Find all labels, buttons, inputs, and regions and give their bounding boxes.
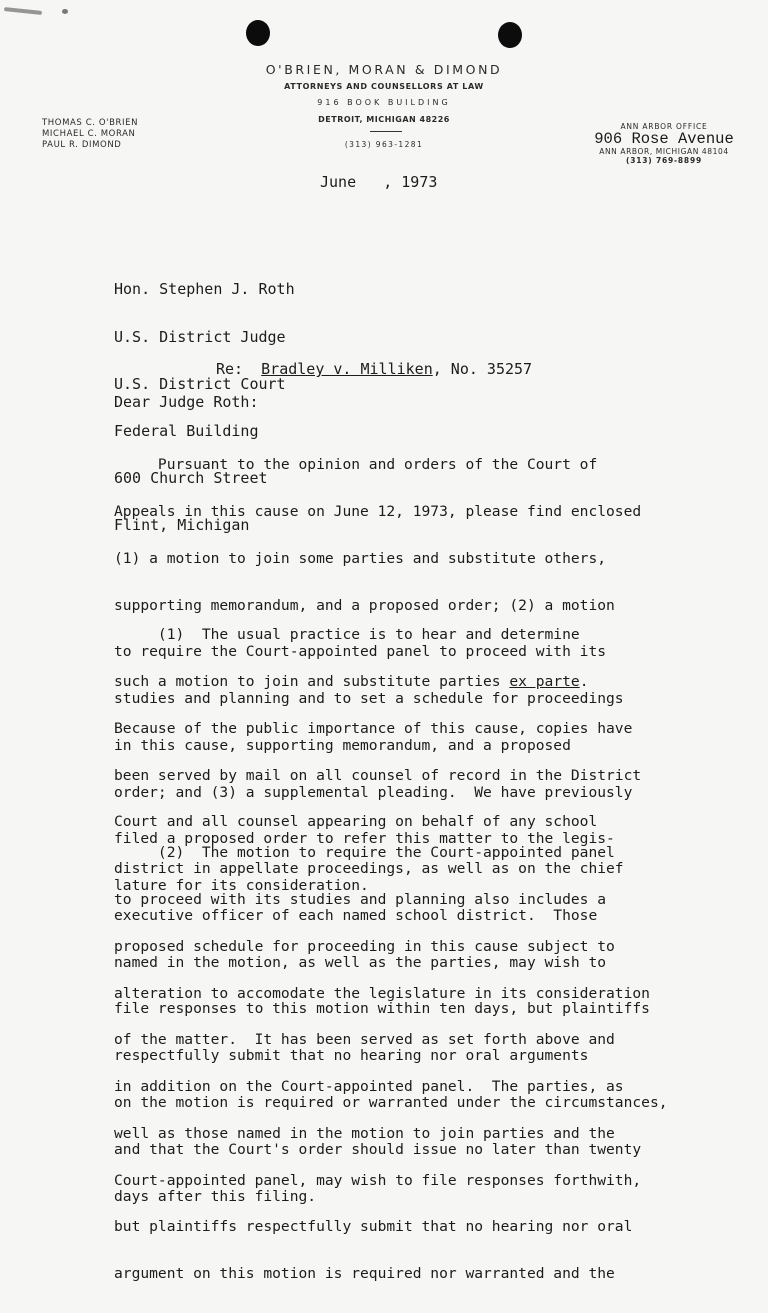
text-line: well as those named in the motion to join parties and the — [114, 1124, 615, 1142]
text-line: in this cause, supporting memorandum, and a proposed — [114, 736, 571, 754]
text-line: (2) The motion to require the Court-appointed panel — [114, 844, 615, 862]
address-line: 600 Church Street — [114, 468, 268, 487]
text-line: argument on this motion is required nor warranted and the — [114, 1265, 615, 1283]
text-line: to require the Court-appointed panel to proceed with its — [114, 643, 607, 661]
text-line: of the matter. It has been served as set forth above and — [114, 1031, 615, 1049]
text-span: such a motion to join and substitute parties — [114, 672, 510, 690]
ex-parte-term: ex parte — [509, 672, 580, 690]
text-line: executive officer of each named school district. Those — [114, 906, 598, 924]
case-name: Bradley v. Milliken — [261, 360, 433, 378]
letter-date: June , 1973 — [320, 173, 438, 191]
text-line: Appeals in this cause on June 12, 1973, please find enclosed — [114, 502, 642, 520]
address-line: Flint, Michigan — [114, 515, 250, 534]
paragraph-3 — [114, 814, 650, 1313]
firm-phone: (313) 963-1281 — [344, 140, 424, 149]
firm-name: O'BRIEN, MORAN & DIMOND — [265, 62, 503, 77]
partner-list — [42, 118, 138, 151]
text-line: (1) a motion to join some parties and substitute others, — [114, 549, 607, 567]
partner-name: MICHAEL C. MORAN — [42, 129, 136, 139]
text-line: but plaintiffs respectfully submit that no hearing nor oral — [114, 1218, 633, 1236]
text-line: and that the Court's order should issue no later than twenty — [114, 1140, 642, 1158]
re-line — [216, 362, 532, 378]
text-line: filed a proposed order to refer this matter to the legis- — [114, 830, 615, 848]
text-line: to proceed with its studies and planning also includes a — [114, 890, 607, 908]
text-line: alteration to accomodate the legislature in its consideration — [114, 984, 650, 1002]
address-line: U.S. District Judge — [114, 327, 286, 346]
text-line: on the motion is required or warranted under the circumstances, — [114, 1094, 668, 1111]
text-line: file responses to this motion within ten days, but plaintiffs — [114, 1000, 650, 1018]
punch-hole — [498, 22, 522, 48]
ann-arbor-address: 906 Rose Avenue — [594, 130, 734, 148]
text-line: lature for its consideration. — [114, 877, 369, 895]
text-line: days after this filing. — [114, 1187, 317, 1205]
text-line: studies and planning and to set a schedule for proceedings — [114, 690, 624, 708]
address-line: Federal Building — [114, 421, 259, 440]
text-line: Because of the public importance of this cause, copies have — [114, 719, 633, 737]
text-line: been served by mail on all counsel of record in the District — [114, 766, 642, 784]
text-line: named in the motion, as well as the parties, may wish to — [114, 953, 607, 971]
text-span: . — [579, 672, 589, 690]
address-line: U.S. District Court — [114, 374, 286, 393]
text-line — [114, 674, 668, 690]
salutation: Dear Judge Roth: — [114, 393, 259, 411]
re-label: Re: — [216, 360, 244, 378]
firm-city: DETROIT, MICHIGAN 48226 — [318, 115, 450, 124]
partner-name: PAUL R. DIMOND — [42, 140, 122, 150]
ink-mark — [62, 9, 68, 14]
text-line: (1) The usual practice is to hear and determine — [114, 626, 580, 644]
text-line: Court and all counsel appearing on behalf of any school — [114, 813, 598, 831]
ann-arbor-phone: (313) 769-8899 — [626, 156, 702, 165]
ann-arbor-office — [590, 122, 738, 165]
firm-subtitle: ATTORNEYS AND COUNSELLORS AT LAW — [284, 82, 484, 91]
ann-arbor-label: ANN ARBOR OFFICE — [620, 122, 708, 131]
text-line: order; and (3) a supplemental pleading. We have previously — [114, 783, 633, 801]
text-line: in addition on the Court-appointed panel. The parties, as — [114, 1078, 624, 1096]
text-line: Court-appointed panel, may wish to file responses forthwith, — [114, 1171, 642, 1189]
case-number: , No. 35257 — [432, 360, 533, 378]
letterhead-divider — [370, 131, 402, 132]
ink-mark — [4, 7, 42, 15]
partner-name: THOMAS C. O'BRIEN — [42, 118, 139, 128]
text-line: supporting memorandum, and a proposed order; (2) a motion — [114, 596, 615, 614]
text-line: proposed schedule for proceeding in this cause subject to — [114, 937, 615, 955]
ann-arbor-city: ANN ARBOR, MICHIGAN 48104 — [599, 147, 729, 156]
text-line: respectfully submit that no hearing nor oral arguments — [114, 1047, 589, 1065]
text-line: Pursuant to the opinion and orders of the Court of — [114, 456, 598, 474]
punch-hole — [246, 20, 270, 46]
text-line: district in appellate proceedings, as well as on the chief — [114, 860, 624, 878]
address-line: Hon. Stephen J. Roth — [114, 280, 295, 299]
firm-building: 916 BOOK BUILDING — [317, 98, 451, 107]
